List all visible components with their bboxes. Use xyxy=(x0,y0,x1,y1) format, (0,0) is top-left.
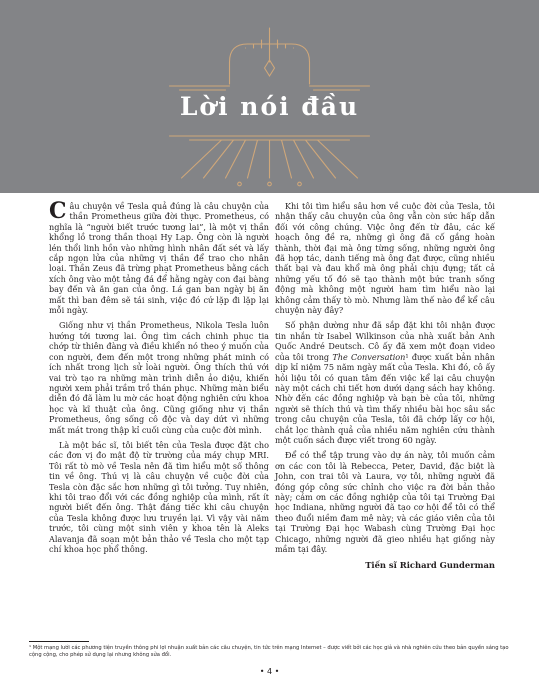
drop-cap: C xyxy=(49,198,67,224)
paragraph-text: Số phận dường như đã sắp đặt khi tôi nhận được tin nhắn từ Isabel Wilkinson của nhà xuất bản Anh Quốc André Deutsch. Cô ấy đã xem một đoạn video của tôi trong xyxy=(275,320,495,362)
paragraph: Giống như vị thần Prometheus, Nikola Tesla luôn hướng tới tương lai. Ông tìm cách chinh phục tia chớp từ thiên đàng và điều khiển nó theo ý muốn của con người, đem đến một trong những phát minh có ích nhất trong lịch sử loài người. Ông thích thú với vai trò tạo ra những màn trình diễn ảo diệu, khiến người xem phải trầm trồ thán phục. Những màn biểu diễn đó đã làm lu mờ các hoạt động nghiên cứu khoa học và kĩ thuật của ông. Cũng giống như vị thần Prometheus, ông sống cô độc và day dứt vì những mất mát trong thập kỉ cuối cùng của cuộc đời mình. xyxy=(49,320,269,435)
page-title: Lời nói đầu xyxy=(179,92,360,121)
footnote: ¹ Một mạng lưới các phương tiện truyền thông phi lợi nhuận xuất bản các câu chuyện, tin tức trên mạng Internet – được viết bởi các học giả và nhà nghiên cứu theo bản quyền sáng tạo cộng cộng, cho phép sử dụng lại nhưng không sửa đổi. xyxy=(29,645,509,658)
header-banner xyxy=(0,0,539,193)
paragraph: Là một bác sĩ, tôi biết tên của Tesla được đặt cho các đơn vị đo mật độ từ trường của máy chụp MRI. Tôi rất tò mò về Tesla nên đã tìm hiểu một số thông tin về ông. Thú vị là câu chuyện về cuộc đời của Tesla còn đặc sắc hơn những gì tôi tưởng. Tuy nhiên, khi tôi trao đổi với các đồng nghiệp của mình, rất ít người biết đến ông. Thật đáng tiếc khi câu chuyện của Tesla không được lưu truyền lại. Vì vậy vài năm trước, tôi cùng một sinh viên y khoa tên là Aleks Alavanja đã soạn một bản thảo về Tesla cho một tạp chí khoa học phổ thông. xyxy=(49,439,269,554)
paragraph xyxy=(275,320,495,445)
publication-name: The Conversation xyxy=(332,351,406,362)
paragraph-text: âu chuyện về Tesla quả đúng là câu chuyện của thần Prometheus giữa đời thực. Prometheus, có nghĩa là “người biết trước tương lai”, là một vị thần khổng lồ trong thần thoại Hy Lạp. Ông còn là người lén thổi linh hồn vào những hình nhân đất sét và lấy cắp ngọn lửa của những vị thần để trao cho nhân loại. Thần Zeus đã trừng phạt Prometheus bằng cách xích ông vào một tảng đá để hằng ngày con đại bàng bay đến và ăn gan của ông. Lá gan ban ngày bị ăn mất thì ban đêm sẽ tái sinh, việc đó cứ lặp đi lặp lại mỗi ngày. xyxy=(49,201,269,316)
page-number: • 4 • xyxy=(259,667,280,676)
paragraph xyxy=(49,198,269,316)
paragraph: Để có thể tập trung vào dự án này, tôi muốn cảm ơn các con tôi là Rebecca, Peter, David, đặc biệt là John, con trai tôi và Laura, vợ tôi, những người đã đóng góp công sức chỉnh cho việc ra đời bản thảo này; cảm ơn các đồng nghiệp của tôi tại Trường Đại học Indiana, những người đã tạo cơ hội để tôi có thể theo đuổi niềm đam mê này; và các giáo viên của tôi tại Trường Đại học Wabash cùng Trường Đại học Chicago, những người đã gieo nhiều hạt giống này mầm tại đây. xyxy=(275,450,495,554)
left-column xyxy=(49,198,269,559)
author-signature: Tiến sĩ Richard Gunderman xyxy=(365,560,495,571)
paragraph-text: ¹ được xuất bản nhân dịp kỉ niệm 75 năm ngày mất của Tesla. Khi đó, cô ấy hỏi liệu tôi có quan tâm đến việc kể lại câu chuyện này một cách chi tiết hơn dưới dạng sách hay không. Nhờ đến các đồng nghiệp và bạn bè của tôi, những người sẽ thích thú và tìm thấy nhiều bài học sâu sắc trong câu chuyện của Tesla, tôi đã chớp lấy cơ hội, chắt lọc thành quả của nhiều năm nghiên cứu thành một cuốn sách được viết trong 60 ngày. xyxy=(275,351,495,445)
paragraph: Khi tôi tìm hiểu sâu hơn về cuộc đời của Tesla, tôi nhận thấy câu chuyện của ông vẫn còn sức hấp dẫn đối với công chúng. Việc ông đến từ đâu, các kế hoạch ông đề ra, những gì ông đã cố gắng hoàn thành, thời đại mà ông từng sống, những người ông đã hợp tác, danh tiếng mà ông đạt được, cũng nhiều thất bại và đau khổ mà ông phải chịu đựng; tất cả những yếu tố đó sẽ tạo thành một bức tranh sống động mà không một người ham tìm hiểu nào lại không cảm thấy tò mò. Nhưng làm thế nào để kể câu chuyện này đây? xyxy=(275,201,495,316)
footnote-divider xyxy=(29,641,89,642)
right-column xyxy=(275,201,495,571)
